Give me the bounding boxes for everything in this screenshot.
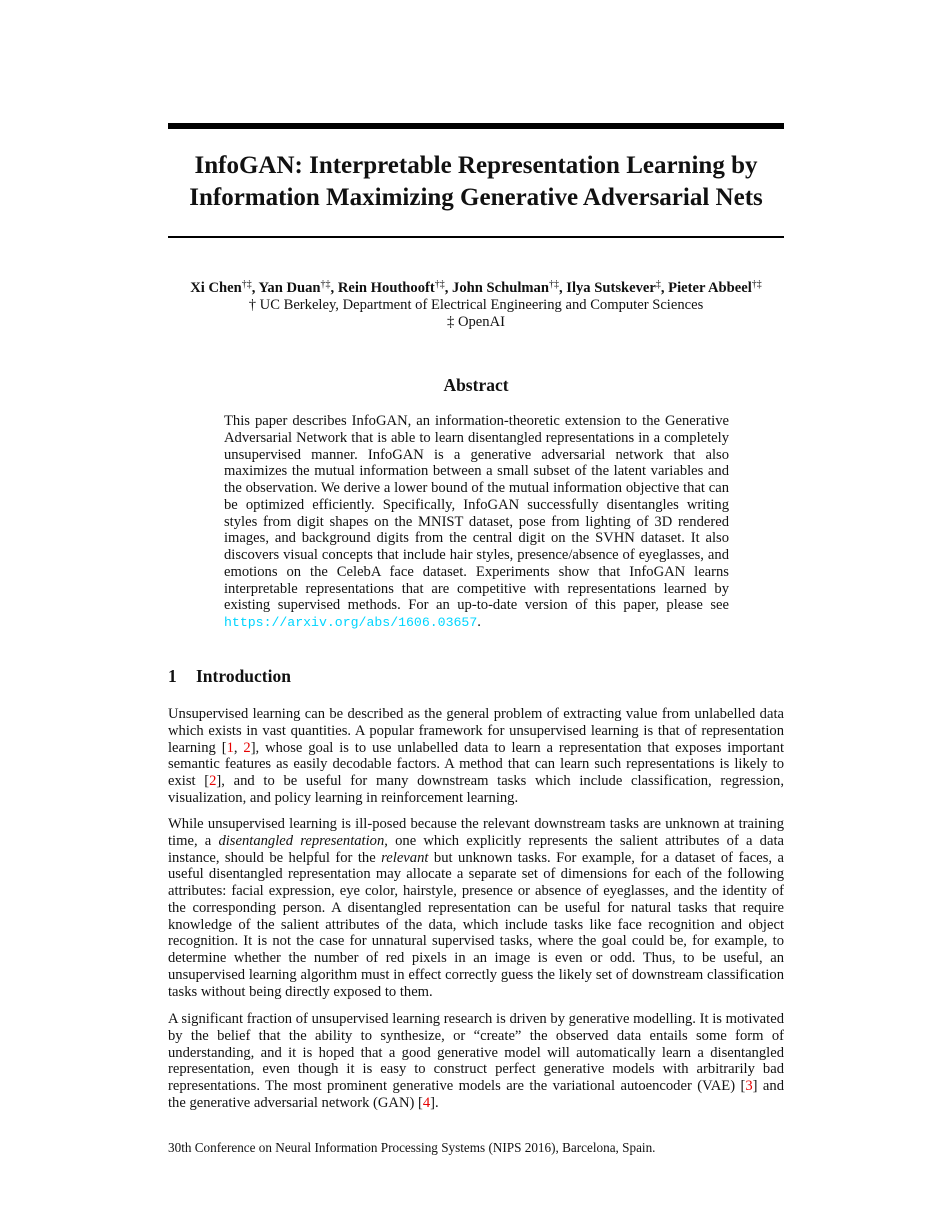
paragraph-text: Unsupervised learning can be described as the general problem of extracting value from unlabelled data which exists in vast quantities. A popular framework for unsupervised learning is that of representation learning [ bbox=[168, 706, 784, 756]
author-name: John Schulman bbox=[452, 280, 549, 296]
affiliation-berkeley: † UC Berkeley, Department of Electrical Engineering and Computer Sciences bbox=[248, 297, 704, 313]
author-name: Ilya Sutskever bbox=[566, 280, 656, 296]
title-bottom-rule bbox=[168, 236, 784, 238]
abstract-body bbox=[224, 413, 729, 632]
citation-link[interactable]: 1 bbox=[226, 739, 234, 756]
author-name: Xi Chen bbox=[190, 280, 242, 296]
top-rule bbox=[168, 123, 784, 129]
paragraph-text: but unknown tasks. For example, for a dataset of faces, a useful disentangled representation may allocate a separate set of dimensions for each of the following attributes: facial expression, eye color, hairstyle, presence or absence of eyeglasses, and the identity of the corresponding person. A disentangled representation can be useful for natural tasks that require knowledge of the salient attributes of the data, which include tasks like face recognition and object recognition. It is not the case for unnatural supervised tasks, where the goal could be, for example, to determine whether the number of red pixels in an image is even or odd. Thus, to be useful, an unsupervised learning algorithm must in effect correctly guess the likely set of downstream classification tasks without being directly exposed to them. bbox=[168, 849, 785, 1000]
citation-link[interactable]: 2 bbox=[243, 739, 251, 756]
author-list: Xi Chen†‡, Yan Duan†‡, Rein Houthooft†‡, John Schulman†‡, Ilya Sutskever‡, Pieter Abbeel†‡ bbox=[190, 279, 762, 296]
citation-link[interactable]: 3 bbox=[745, 1078, 753, 1094]
abstract-text: This paper describes InfoGAN, an information-theoretic extension to the Generative Adversarial Network that is able to learn disentangled representations in a completely unsupervised manner. InfoGAN is a generative adversarial network that also maximizes the mutual information between a small subset of the latent variables and the observation. We derive a lower bound of the mutual information objective that can be optimized efficiently. Specifically, InfoGAN successfully disentangles writing styles from digit shapes on the MNIST dataset, pose from lighting of 3D rendered images, and background digits from the central digit on the SVHN dataset. It also discovers visual concepts that include hair styles, presence/absence of eyeglasses, and emotions on the CelebA face dataset. Experiments show that InfoGAN learns interpretable representations that are competitive with representations learned by existing supervised methods. For an up-to-date version of this paper, please see bbox=[224, 413, 729, 614]
author-name: Yan Duan bbox=[258, 280, 321, 296]
abstract-heading: Abstract bbox=[443, 375, 509, 395]
emphasis-text: disentangled representation bbox=[218, 832, 385, 849]
author-block bbox=[150, 280, 802, 331]
author-name: Rein Houthooft bbox=[337, 280, 435, 296]
paper-title bbox=[150, 150, 802, 214]
author-affil-mark: ‡ bbox=[655, 279, 661, 290]
citation-separator: , bbox=[233, 739, 244, 756]
paragraph-text: ], and to be useful for many downstream tasks which include classification, regression, visualization, and policy learning in reinforcement learning. bbox=[168, 773, 784, 806]
emphasis-text: relevant bbox=[381, 849, 429, 866]
paragraph-text: ]. bbox=[430, 1094, 439, 1111]
arxiv-link[interactable]: https://arxiv.org/abs/1606.03657 bbox=[224, 615, 478, 630]
section-title: Introduction bbox=[196, 666, 291, 686]
intro-paragraph-2 bbox=[168, 816, 784, 1000]
title-line-1: InfoGAN: Interpretable Representation Learning by bbox=[194, 152, 758, 179]
paragraph-text: While unsupervised learning is ill-posed because the relevant downstream tasks are unknown at training time, a bbox=[168, 816, 784, 849]
section-number: 1 bbox=[168, 666, 177, 686]
intro-paragraph-3 bbox=[168, 1011, 784, 1112]
citation-link[interactable]: 2 bbox=[209, 773, 217, 789]
paragraph-text: A significant fraction of unsupervised learning research is driven by generative modelling. It is motivated by the belief that the ability to synthesize, or “create” the observed data entails some form of understanding, and it is hoped that a good generative model will automatically learn a disentangled representation, even though it is easy to construct perfect generative models with arbitrarily bad representations. The most prominent generative models are the variational autoencoder (VAE) [ bbox=[168, 1011, 784, 1094]
intro-paragraph-1 bbox=[168, 706, 784, 807]
section-heading-introduction bbox=[168, 666, 291, 687]
author-name: Pieter Abbeel bbox=[668, 280, 752, 296]
author-affil-mark: †‡ bbox=[241, 279, 252, 290]
author-affil-mark: †‡ bbox=[751, 279, 762, 290]
title-line-2: Information Maximizing Generative Adversarial Nets bbox=[189, 184, 763, 211]
abstract-period: . bbox=[477, 614, 481, 630]
author-affil-mark: †‡ bbox=[320, 279, 331, 290]
paragraph-text: ], whose goal is to use unlabelled data to learn a representation that exposes important semantic features as easily decodable factors. A method that can learn such representations is likely to exist [ bbox=[168, 739, 785, 789]
citation-link[interactable]: 4 bbox=[422, 1094, 431, 1111]
paragraph-text: ] and the generative adversarial network (GAN) [ bbox=[168, 1078, 784, 1111]
affiliation-openai: ‡ OpenAI bbox=[447, 314, 505, 330]
paragraph-text: , one which explicitly represents the salient attributes of a data instance, should be helpful for the bbox=[168, 832, 784, 866]
author-affil-mark: †‡ bbox=[548, 279, 559, 290]
conference-footnote: 30th Conference on Neural Information Processing Systems (NIPS 2016), Barcelona, Spain. bbox=[168, 1140, 656, 1155]
author-affil-mark: †‡ bbox=[434, 279, 445, 290]
